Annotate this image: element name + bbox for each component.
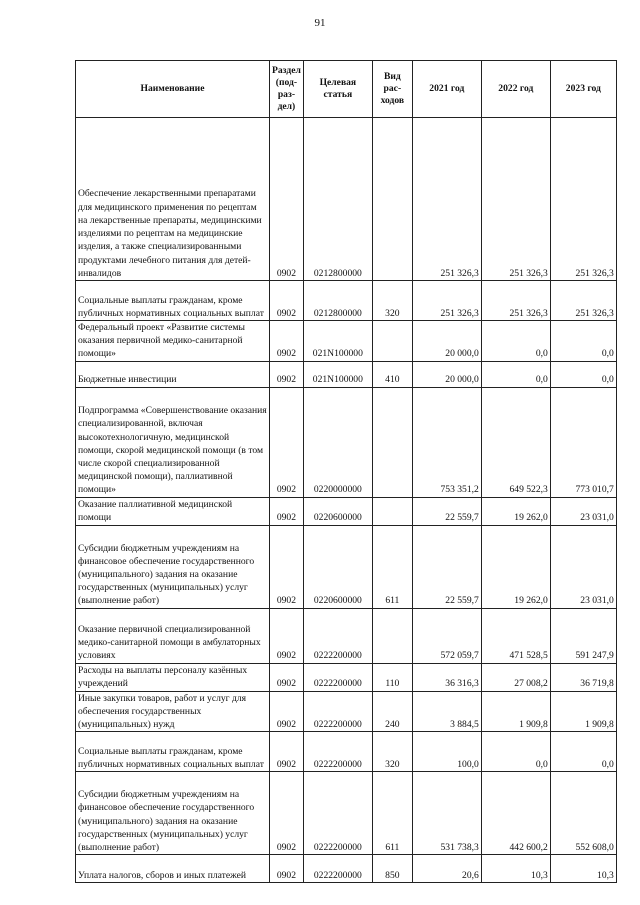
row-type-cell: 410 bbox=[372, 361, 412, 387]
header-2023: 2023 год bbox=[550, 61, 616, 118]
row-article-cell: 0222200000 bbox=[303, 732, 372, 772]
row-2021-cell: 3 884,5 bbox=[412, 691, 481, 732]
header-section: Раздел (под- раз- дел) bbox=[270, 61, 304, 118]
row-section-cell: 0902 bbox=[270, 663, 304, 691]
row-2022-cell: 1 909,8 bbox=[481, 691, 550, 732]
header-2021: 2021 год bbox=[412, 61, 481, 118]
row-article-cell: 021N100000 bbox=[303, 361, 372, 387]
row-2021-cell: 20,6 bbox=[412, 855, 481, 883]
row-2022-cell: 0,0 bbox=[481, 361, 550, 387]
row-2022-cell: 471 528,5 bbox=[481, 608, 550, 663]
row-2023-cell: 251 326,3 bbox=[550, 118, 616, 281]
row-type-cell: 110 bbox=[372, 663, 412, 691]
row-section-cell: 0902 bbox=[270, 525, 304, 608]
row-2023-cell: 23 031,0 bbox=[550, 497, 616, 525]
row-section-cell: 0902 bbox=[270, 608, 304, 663]
row-type-cell: 240 bbox=[372, 691, 412, 732]
table-row bbox=[76, 855, 617, 883]
budget-table bbox=[75, 60, 617, 883]
row-type-cell bbox=[372, 497, 412, 525]
table-row bbox=[76, 118, 617, 281]
row-section-cell: 0902 bbox=[270, 855, 304, 883]
header-target-article: Целевая статья bbox=[303, 61, 372, 118]
row-article-cell: 0222200000 bbox=[303, 772, 372, 855]
header-2022: 2022 год bbox=[481, 61, 550, 118]
row-article-cell: 0212800000 bbox=[303, 281, 372, 321]
table-row bbox=[76, 608, 617, 663]
row-article-cell: 0220600000 bbox=[303, 525, 372, 608]
row-name-cell: Социальные выплаты гражданам, кроме публичных нормативных социальных выплат bbox=[76, 732, 270, 772]
row-2022-cell: 251 326,3 bbox=[481, 281, 550, 321]
table-row bbox=[76, 772, 617, 855]
row-name-cell: Оказание первичной специализированной медико-санитарной помощи в амбулаторных условиях bbox=[76, 608, 270, 663]
table-row bbox=[76, 691, 617, 732]
row-name-cell: Обеспечение лекарственными препаратами для медицинского применения по рецептам на лекарственные препараты, медицинскими изделиями по рецептам на медицинские изделия, а также специализированными продуктами лечебного питания для детей-инвалидов bbox=[76, 118, 270, 281]
row-type-cell: 611 bbox=[372, 525, 412, 608]
row-name-cell: Субсидии бюджетным учреждениям на финансовое обеспечение государственного (муниципального) задания на оказание государственных (муниципальных) услуг (выполнение работ) bbox=[76, 525, 270, 608]
row-name-cell: Иные закупки товаров, работ и услуг для обеспечения государственных (муниципальных) нужд bbox=[76, 691, 270, 732]
row-article-cell: 0212800000 bbox=[303, 118, 372, 281]
row-section-cell: 0902 bbox=[270, 772, 304, 855]
row-article-cell: 0222200000 bbox=[303, 691, 372, 732]
row-2021-cell: 20 000,0 bbox=[412, 361, 481, 387]
row-name-cell: Подпрограмма «Совершенствование оказания специализированной, включая высокотехнологичную, медицинской помощи, скорой медицинской помощи (в том числе скорой специализированной медицинской помощи), паллиативной помощи» bbox=[76, 387, 270, 497]
row-section-cell: 0902 bbox=[270, 691, 304, 732]
row-name-cell: Социальные выплаты гражданам, кроме публичных нормативных социальных выплат bbox=[76, 281, 270, 321]
row-type-cell: 320 bbox=[372, 732, 412, 772]
row-name-cell: Бюджетные инвестиции bbox=[76, 361, 270, 387]
row-type-cell: 320 bbox=[372, 281, 412, 321]
row-section-cell: 0902 bbox=[270, 497, 304, 525]
row-name-cell: Уплата налогов, сборов и иных платежей bbox=[76, 855, 270, 883]
row-2023-cell: 591 247,9 bbox=[550, 608, 616, 663]
row-name-cell: Расходы на выплаты персоналу казённых учреждений bbox=[76, 663, 270, 691]
row-2022-cell: 649 522,3 bbox=[481, 387, 550, 497]
row-type-cell bbox=[372, 387, 412, 497]
row-article-cell: 021N100000 bbox=[303, 321, 372, 362]
row-section-cell: 0902 bbox=[270, 118, 304, 281]
row-section-cell: 0902 bbox=[270, 281, 304, 321]
row-2023-cell: 10,3 bbox=[550, 855, 616, 883]
row-2021-cell: 22 559,7 bbox=[412, 497, 481, 525]
table-row bbox=[76, 361, 617, 387]
table-header-row bbox=[76, 61, 617, 118]
row-section-cell: 0902 bbox=[270, 321, 304, 362]
header-expense-type: Вид рас- ходов bbox=[372, 61, 412, 118]
row-2022-cell: 251 326,3 bbox=[481, 118, 550, 281]
header-name: Наименование bbox=[76, 61, 270, 118]
row-article-cell: 0222200000 bbox=[303, 855, 372, 883]
row-2021-cell: 251 326,3 bbox=[412, 281, 481, 321]
row-2023-cell: 23 031,0 bbox=[550, 525, 616, 608]
row-name-cell: Субсидии бюджетным учреждениям на финансовое обеспечение государственного (муниципального) задания на оказание государственных (муниципальных) услуг (выполнение работ) bbox=[76, 772, 270, 855]
row-type-cell: 611 bbox=[372, 772, 412, 855]
table-body bbox=[76, 118, 617, 883]
row-2023-cell: 552 608,0 bbox=[550, 772, 616, 855]
row-2021-cell: 753 351,2 bbox=[412, 387, 481, 497]
row-type-cell bbox=[372, 321, 412, 362]
row-2021-cell: 100,0 bbox=[412, 732, 481, 772]
table-row bbox=[76, 525, 617, 608]
row-section-cell: 0902 bbox=[270, 387, 304, 497]
row-2022-cell: 0,0 bbox=[481, 321, 550, 362]
row-section-cell: 0902 bbox=[270, 732, 304, 772]
row-2021-cell: 572 059,7 bbox=[412, 608, 481, 663]
row-type-cell: 850 bbox=[372, 855, 412, 883]
row-2022-cell: 0,0 bbox=[481, 732, 550, 772]
row-2021-cell: 22 559,7 bbox=[412, 525, 481, 608]
row-2023-cell: 1 909,8 bbox=[550, 691, 616, 732]
row-section-cell: 0902 bbox=[270, 361, 304, 387]
row-2023-cell: 0,0 bbox=[550, 321, 616, 362]
row-2021-cell: 36 316,3 bbox=[412, 663, 481, 691]
row-2022-cell: 19 262,0 bbox=[481, 497, 550, 525]
row-type-cell bbox=[372, 118, 412, 281]
table-row bbox=[76, 281, 617, 321]
row-name-cell: Федеральный проект «Развитие системы оказания первичной медико-санитарной помощи» bbox=[76, 321, 270, 362]
row-2022-cell: 27 008,2 bbox=[481, 663, 550, 691]
row-2021-cell: 531 738,3 bbox=[412, 772, 481, 855]
table-row bbox=[76, 663, 617, 691]
table-row bbox=[76, 321, 617, 362]
row-article-cell: 0220600000 bbox=[303, 497, 372, 525]
row-2023-cell: 0,0 bbox=[550, 361, 616, 387]
row-article-cell: 0220000000 bbox=[303, 387, 372, 497]
row-article-cell: 0222200000 bbox=[303, 663, 372, 691]
row-2023-cell: 773 010,7 bbox=[550, 387, 616, 497]
row-article-cell: 0222200000 bbox=[303, 608, 372, 663]
table-row bbox=[76, 387, 617, 497]
row-2023-cell: 36 719,8 bbox=[550, 663, 616, 691]
row-2021-cell: 251 326,3 bbox=[412, 118, 481, 281]
table-row bbox=[76, 732, 617, 772]
row-2022-cell: 10,3 bbox=[481, 855, 550, 883]
row-2023-cell: 251 326,3 bbox=[550, 281, 616, 321]
table-row bbox=[76, 497, 617, 525]
row-2023-cell: 0,0 bbox=[550, 732, 616, 772]
row-2022-cell: 442 600,2 bbox=[481, 772, 550, 855]
page-number: 91 bbox=[314, 17, 326, 29]
row-name-cell: Оказание паллиативной медицинской помощи bbox=[76, 497, 270, 525]
row-type-cell bbox=[372, 608, 412, 663]
row-2022-cell: 19 262,0 bbox=[481, 525, 550, 608]
row-2021-cell: 20 000,0 bbox=[412, 321, 481, 362]
